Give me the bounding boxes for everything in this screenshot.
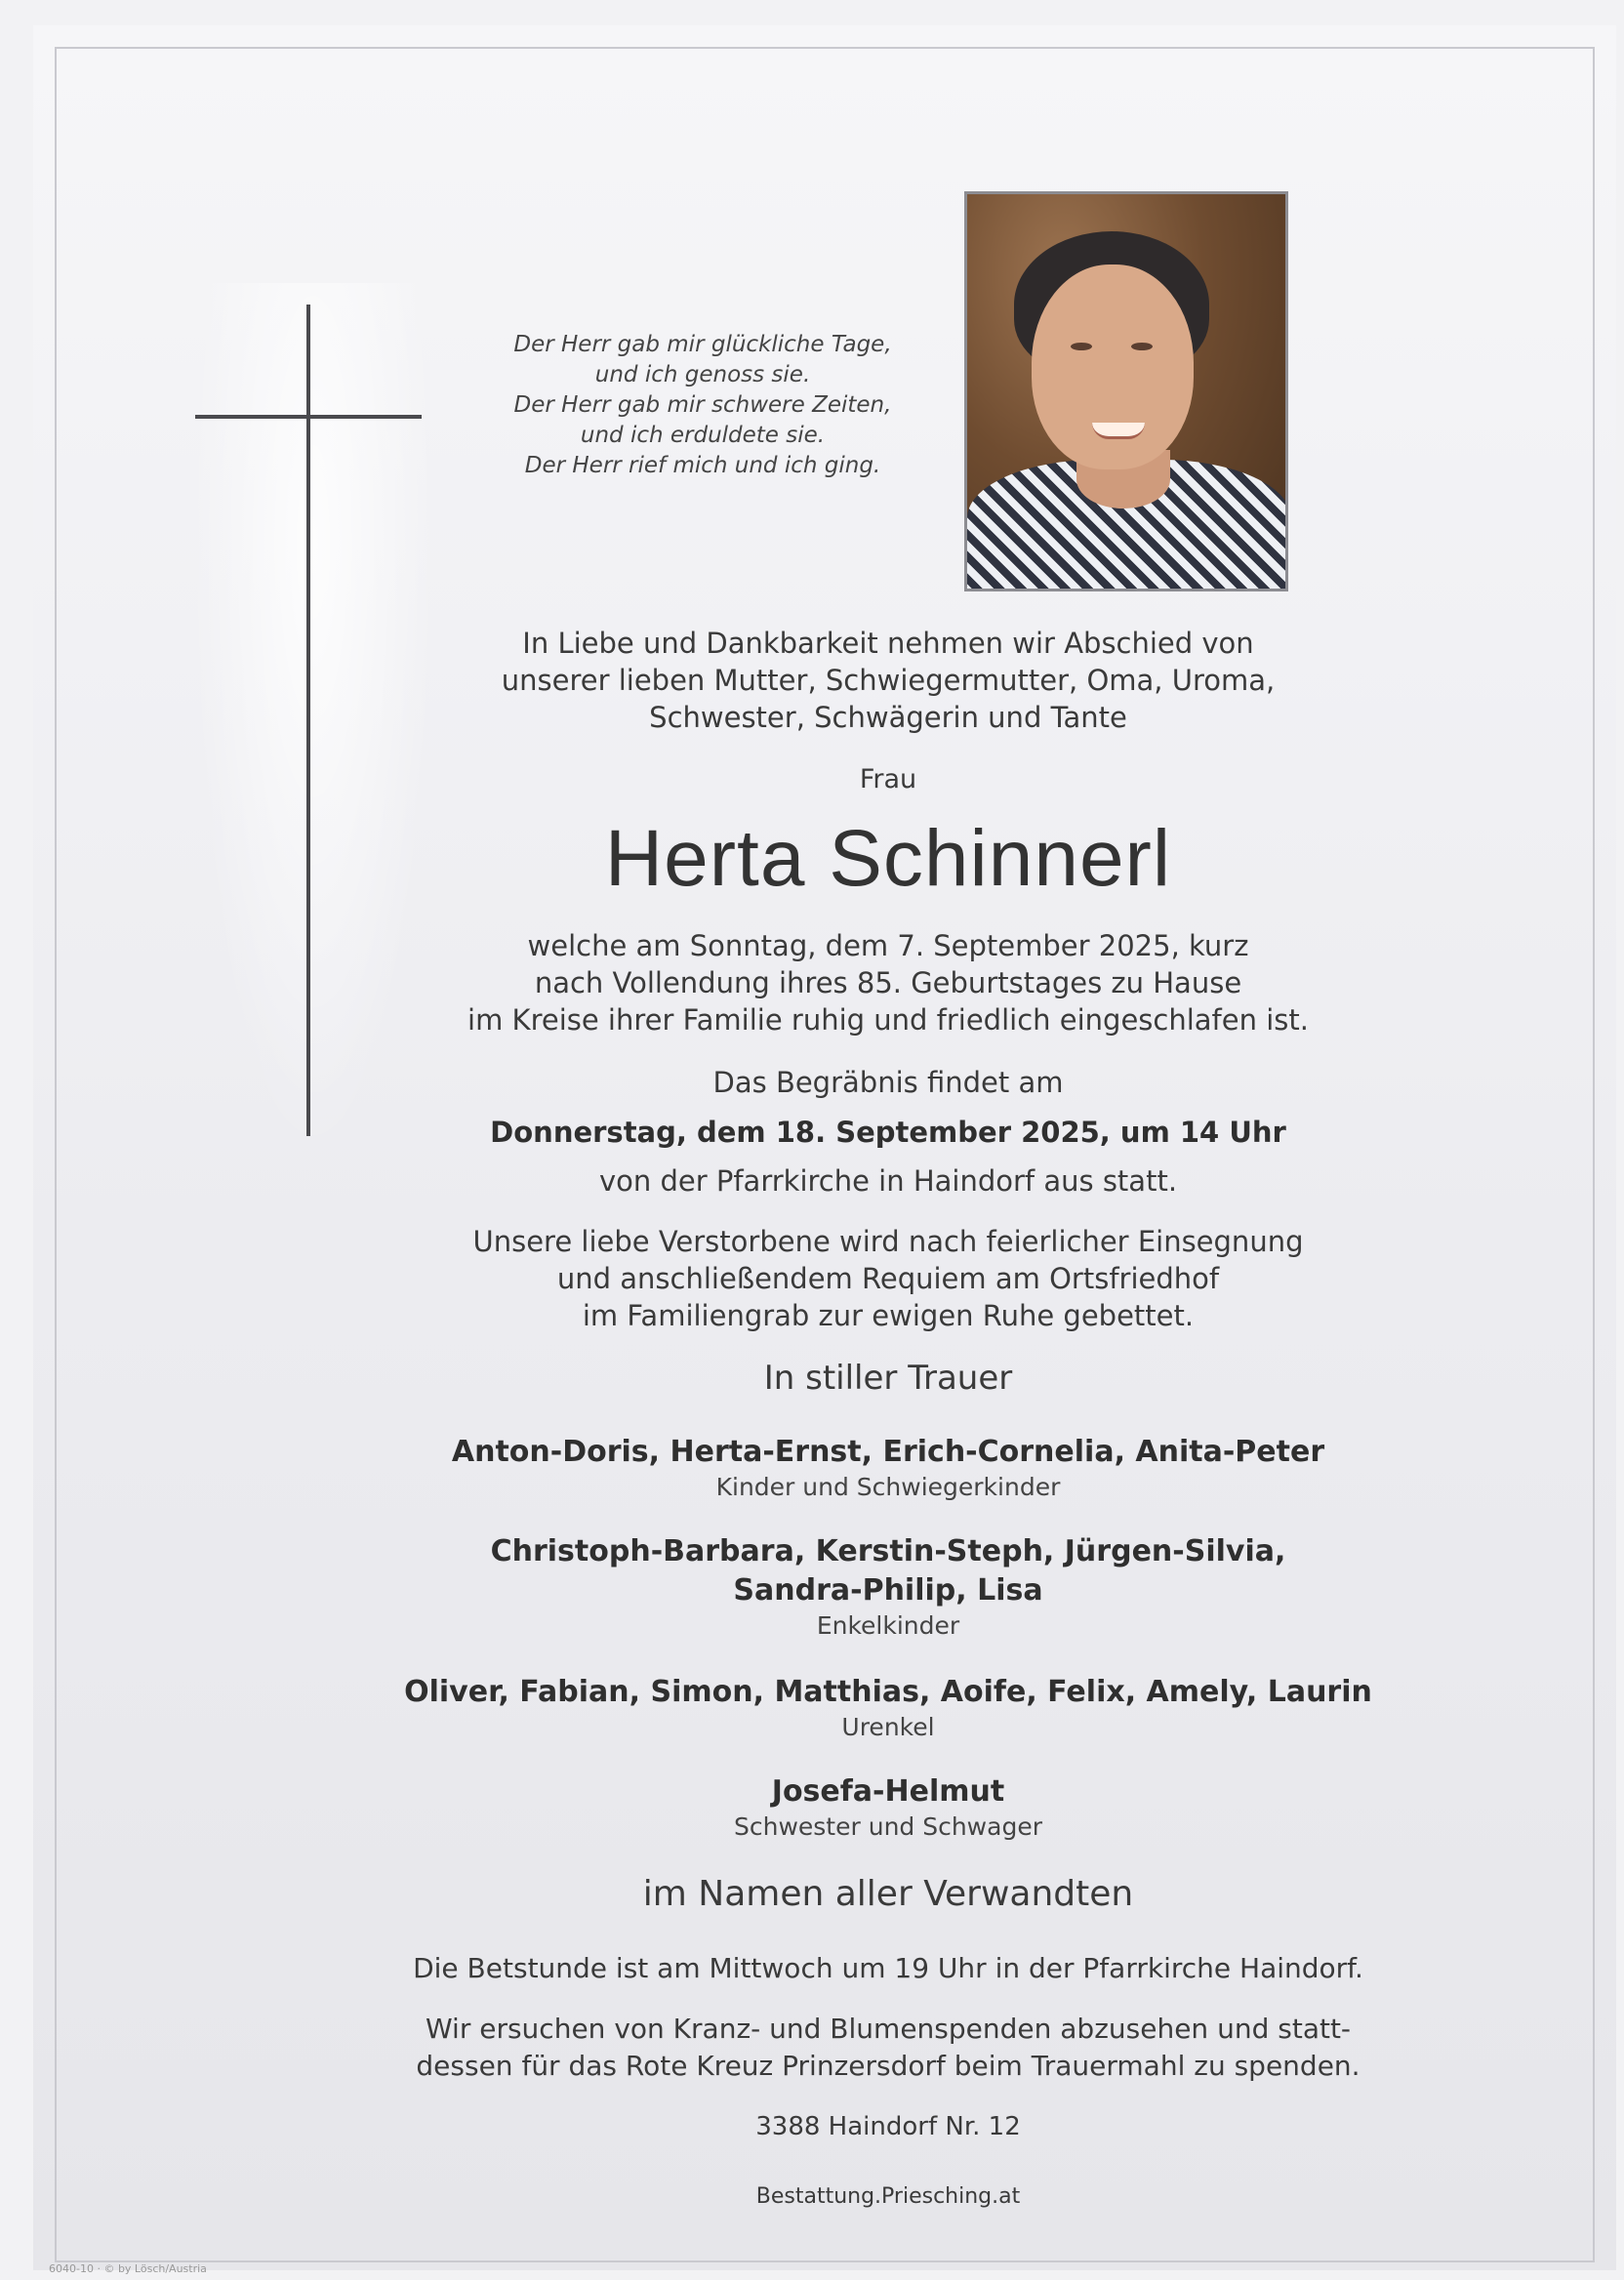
family-names: Oliver, Fabian, Simon, Matthias, Aoife, Felix, Amely, Laurin: [404, 1675, 1372, 1709]
intro-line: Schwester, Schwägerin und Tante: [649, 701, 1127, 734]
donation-line: Wir ersuchen von Kranz- und Blumenspenden abzusehen und statt-: [425, 2013, 1352, 2045]
family-role: Kinder und Schwiegerkinder: [715, 1473, 1061, 1501]
quote-line: Der Herr gab mir schwere Zeiten,: [513, 392, 892, 418]
quote-line: Der Herr rief mich und ich ging.: [524, 453, 881, 478]
deceased-name: Herta Schinnerl: [604, 814, 1172, 903]
photo-eye: [1131, 343, 1153, 350]
rest-line: und anschließendem Requiem am Ortsfriedhof: [556, 1262, 1220, 1295]
family-group-siblings: [322, 1772, 1454, 1843]
footer-imprint: 6040-10 · © by Lösch/Austria: [49, 2262, 207, 2275]
rest-line: im Familiengrab zur ewigen Ruhe gebettet.: [582, 1299, 1195, 1332]
family-names: Christoph-Barbara, Kerstin-Steph, Jürgen-Silvia,: [490, 1534, 1286, 1568]
family-role: Urenkel: [841, 1713, 935, 1741]
donation-text: [322, 2011, 1454, 2085]
intro-text: [322, 625, 1454, 736]
intro-line: In Liebe und Dankbarkeit nehmen wir Abschied von: [522, 627, 1254, 660]
quote-line: und ich genoss sie.: [594, 362, 811, 387]
photo-eye: [1071, 343, 1092, 350]
cross-icon-horizontal: [195, 415, 422, 419]
portrait-photo: [964, 191, 1288, 591]
address: 3388 Haindorf Nr. 12: [755, 2112, 1021, 2141]
burial-place: von der Pfarrkirche in Haindorf aus statt.: [598, 1164, 1178, 1198]
intro-line: unserer lieben Mutter, Schwiegermutter, Oma, Uroma,: [501, 664, 1276, 697]
burial-date: Donnerstag, dem 18. September 2025, um 14 Uhr: [490, 1116, 1286, 1149]
bible-quote: [459, 330, 947, 481]
prayer-hour: Die Betstunde ist am Mittwoch um 19 Uhr in der Pfarrkirche Haindorf.: [413, 1952, 1363, 1984]
family-role: Schwester und Schwager: [734, 1812, 1042, 1841]
mourning-title: In stiller Trauer: [763, 1359, 1013, 1398]
death-line: welche am Sonntag, dem 7. September 2025, kurz: [527, 929, 1249, 962]
family-names: Josefa-Helmut: [771, 1774, 1005, 1809]
salutation: Frau: [859, 764, 917, 794]
quote-line: Der Herr gab mir glückliche Tage,: [513, 332, 892, 357]
cross-icon-vertical: [306, 305, 310, 1136]
death-text: [322, 927, 1454, 1038]
family-group-grandchildren: [322, 1532, 1454, 1642]
family-role: Enkelkinder: [816, 1611, 960, 1640]
death-line: im Kreise ihrer Familie ruhig und friedlich eingeschlafen ist.: [467, 1003, 1309, 1037]
death-line: nach Vollendung ihres 85. Geburtstages zu Hause: [534, 966, 1242, 999]
family-names: Anton-Doris, Herta-Ernst, Erich-Cornelia, Anita-Peter: [451, 1435, 1325, 1469]
photo-smile: [1092, 423, 1145, 439]
burial-intro: Das Begräbnis findet am: [712, 1066, 1064, 1099]
relatives-line: im Namen aller Verwandten: [642, 1874, 1134, 1914]
quote-line: und ich erduldete sie.: [580, 423, 826, 448]
family-group-children: [322, 1433, 1454, 1503]
rest-line: Unsere liebe Verstorbene wird nach feierlicher Einsegnung: [472, 1225, 1304, 1258]
funeral-home-website: Bestattung.Priesching.at: [755, 2184, 1021, 2209]
rest-text: [322, 1223, 1454, 1334]
family-names: Sandra-Philip, Lisa: [733, 1573, 1043, 1608]
donation-line: dessen für das Rote Kreuz Prinzersdorf beim Trauermahl zu spenden.: [416, 2050, 1360, 2082]
family-group-great-grandchildren: [322, 1673, 1454, 1743]
